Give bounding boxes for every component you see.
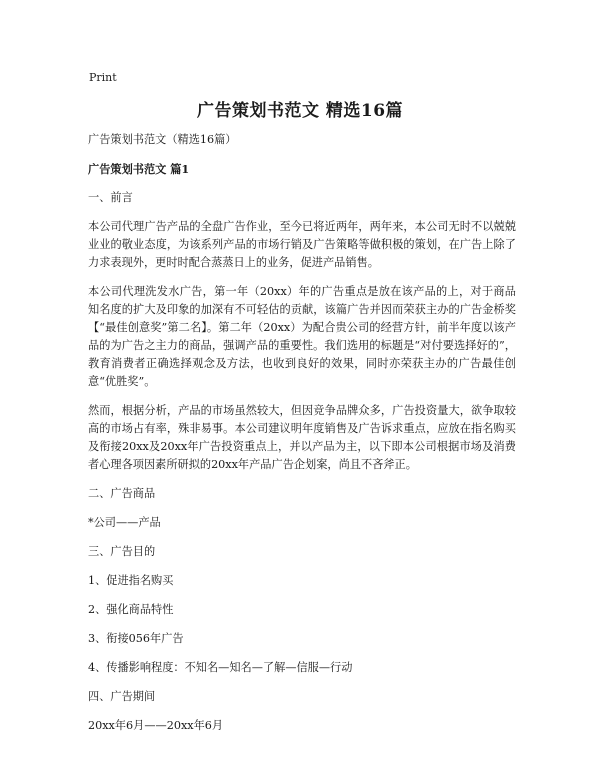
goal-item-1: 1、促进指名购买 [88,574,174,587]
heading-product: 二、广告商品 [88,487,156,500]
period-line: 20xx年6月——20xx年6月 [88,719,224,732]
heading-preface: 一、前言 [88,191,133,204]
page-title: 广告策划书范文 精选16篇 [196,101,404,121]
goal-item-3: 3、衔接056年广告 [88,632,184,645]
document-subtitle: 广告策划书范文（精选16篇） [88,133,237,146]
paragraph-1: 本公司代理广告产品的全盘广告作业，至今已将近两年，两年来，本公司无时不以兢兢业业的敬业态度，为该系列产品的市场行销及广告策略等做积极的策划，在广告上除了力求表现外，更时时配合蒸蒸日上的业务，促进产品销售。 [88,220,516,269]
section-title: 广告策划书范文 篇1 [88,162,190,176]
document-body [88,131,516,746]
product-line: *公司——产品 [88,516,161,529]
paragraph-2: 本公司代理洗发水广告，第一年（20xx）年的广告重点是放在该产品的上，对于商品知名度的扩大及印象的加深有不可轻估的贡献，该篇广告并因而荣获主办的广告金桥奖【“最佳创意奖”第二名】。第二年（20xx）为配合贵公司的经营方针，前半年度以该产品的为广告之主力的商品，强调产品的重要性。我们选用的标题是“对付要选择好的”，教育消费者正确选择观念及方法，也收到良好的效果，同时亦荣获主办的广告最佳创意“优胜奖”。 [88,285,516,388]
goal-item-4: 4、传播影响程度：不知名—知名—了解—信服—行动 [88,661,353,674]
print-link[interactable]: Print [89,71,117,84]
heading-goal: 三、广告目的 [88,545,156,558]
heading-period: 四、广告期间 [88,690,156,703]
goal-item-2: 2、强化商品特性 [88,603,174,616]
paragraph-3: 然而，根据分析，产品的市场虽然较大，但因竞争品牌众多，广告投资量大，欲争取较高的市场占有率，殊非易事。本公司建议明年度销售及广告诉求重点，应放在指名购买及衔接20xx及20xx年广告投资重点上，并以产品为主，以下即本公司根据市场及消费者心理各项因素所研拟的20xx年产品广告企划案，尚且不吝斧正。 [88,404,516,471]
